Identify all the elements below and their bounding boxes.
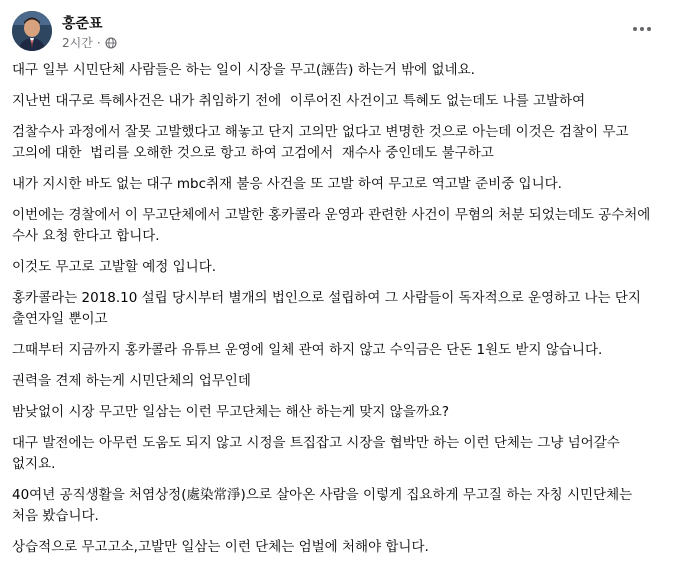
paragraph: 홍카콜라는 2018.10 설립 당시부터 별개의 법인으로 설립하여 그 사람들이 독자적으로 운영하고 나는 단지 출연자일 뿐이고 <box>12 290 646 327</box>
paragraph: 이것도 무고로 고발할 예정 입니다. <box>12 259 217 275</box>
paragraph: 권력을 견제 하는게 시민단체의 업무인데 <box>12 373 251 389</box>
post-timestamp[interactable]: 2시간 <box>62 36 93 50</box>
paragraph: 내가 지시한 바도 없는 대구 mbc취재 불응 사건을 또 고발 하여 무고로 역고발 준비중 입니다. <box>12 176 562 192</box>
post-header <box>12 11 662 55</box>
more-dot <box>640 27 644 31</box>
more-options-button[interactable] <box>630 19 654 39</box>
author-name[interactable]: 홍준표 <box>62 16 103 32</box>
paragraph: 지난번 대구로 특혜사건은 내가 취임하기 전에 이루어진 사건이고 특혜도 없는데도 나를 고발하여 <box>12 93 586 109</box>
more-horizontal-icon <box>633 27 637 31</box>
paragraph: 대구 일부 시민단체 사람들은 하는 일이 시장을 무고(誣告) 하는거 밖에 없네요. <box>12 62 475 78</box>
paragraph: 이번에는 경찰에서 이 무고단체에서 고발한 홍카콜라 운영과 관련한 사건이 무혐의 처분 되었는데도 공수처에 수사 요청 한다고 합니다. <box>12 207 655 244</box>
paragraph: 검찰수사 과정에서 잘못 고발했다고 해놓고 단지 고의만 없다고 변명한 것으로 아는데 이것은 검찰이 무고 고의에 대한 법리를 오해한 것으로 항고 하여 고검에서 재수사 중인데도 불구하고 <box>12 124 633 161</box>
more-dot <box>647 27 651 31</box>
avatar[interactable] <box>12 11 52 51</box>
paragraph: 상습적으로 무고고소,고발만 일삼는 이런 단체는 엄벌에 처해야 합니다. <box>12 539 429 555</box>
paragraph: 대구 발전에는 아무런 도움도 되지 않고 시정을 트집잡고 시장을 협박만 하는 이런 단체는 그냥 넘어갈수 없지요. <box>12 435 625 472</box>
globe-icon[interactable] <box>105 37 117 49</box>
post-text <box>12 60 662 568</box>
post-meta <box>62 34 117 51</box>
paragraph: 밤낮없이 시장 무고만 일삼는 이런 무고단체는 해산 하는게 맞지 않을까요? <box>12 404 450 420</box>
paragraph: 그때부터 지금까지 홍카콜라 유튜브 운영에 일체 관여 하지 않고 수익금은 단돈 1원도 받지 않습니다. <box>12 342 603 358</box>
paragraph: 40여년 공직생활을 처염상정(處染常淨)으로 살아온 사람을 이렇게 집요하게 무고질 하는 자칭 시민단체는 처음 봤습니다. <box>12 487 637 524</box>
profile-photo <box>12 11 52 51</box>
meta-separator: · <box>96 35 101 50</box>
